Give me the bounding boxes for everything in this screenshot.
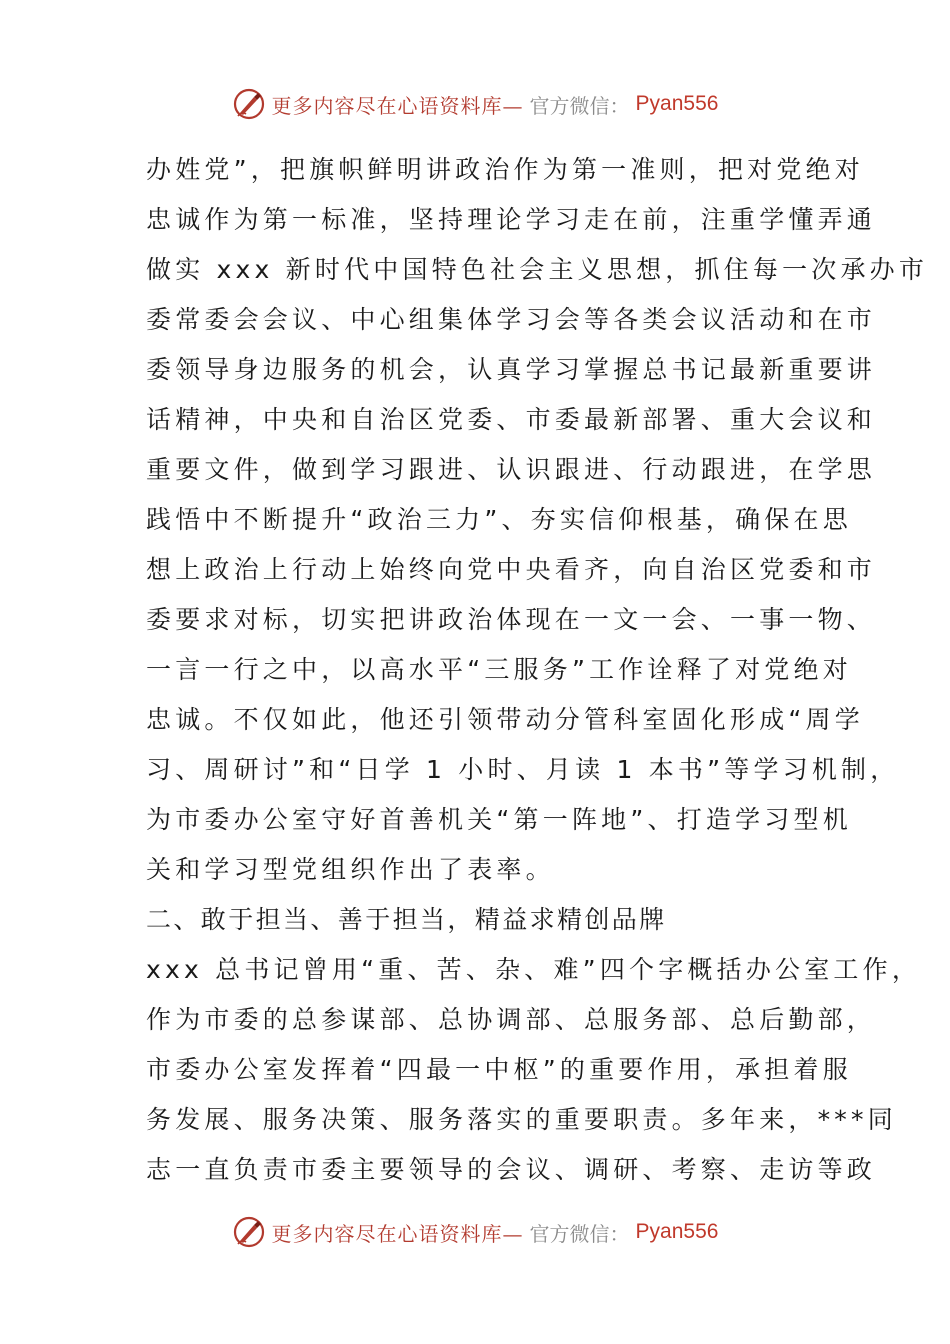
text-line: 习、周研讨”和“日学 1 小时、月读 1 本书”等学习机制， bbox=[146, 755, 900, 784]
text-line: 话精神，中央和自治区党委、市委最新部署、重大会议和 bbox=[146, 405, 877, 434]
text-line: 务发展、服务决策、服务落实的重要职责。多年来，***同 bbox=[146, 1105, 897, 1134]
text-line: 委领导身边服务的机会，认真学习掌握总书记最新重要讲 bbox=[146, 355, 877, 384]
section-heading: 二、敢于担当、善于担当，精益求精创品牌 bbox=[146, 905, 667, 934]
header-banner bbox=[0, 84, 950, 124]
text-line: 作为市委的总参谋部、总协调部、总服务部、总后勤部， bbox=[146, 1005, 877, 1034]
text-line: xxx 总书记曾用“重、苦、杂、难”四个字概括办公室工作， bbox=[146, 955, 922, 984]
text-line: 委常委会会议、中心组集体学习会等各类会议活动和在市 bbox=[146, 305, 877, 334]
footer-banner bbox=[0, 1212, 950, 1252]
text-line: 忠诚。不仅如此，他还引领带动分管科室固化形成“周学 bbox=[146, 705, 864, 734]
text-line: 志一直负责市委主要领导的会议、调研、考察、走访等政 bbox=[146, 1155, 877, 1184]
text-line: 践悟中不断提升“政治三力”、夯实信仰根基，确保在思 bbox=[146, 505, 852, 534]
banner-text: 更多内容尽在心语资料库— bbox=[271, 1221, 524, 1246]
pen-logo-icon bbox=[232, 1215, 266, 1249]
document-body bbox=[146, 145, 929, 1195]
wechat-label: 官方微信： bbox=[529, 93, 630, 118]
text-line: 忠诚作为第一标准，坚持理论学习走在前，注重学懂弄通 bbox=[146, 205, 877, 234]
text-line: 一言一行之中，以高水平“三服务”工作诠释了对党绝对 bbox=[146, 655, 852, 684]
text-line: 为市委办公室守好首善机关“第一阵地”、打造学习型机 bbox=[146, 805, 852, 834]
wechat-label: 官方微信： bbox=[529, 1221, 630, 1246]
wechat-id: Pyan556 bbox=[635, 1220, 719, 1243]
text-line: 关和学习型党组织作出了表率。 bbox=[146, 855, 555, 884]
wechat-id: Pyan556 bbox=[635, 92, 719, 115]
banner-text: 更多内容尽在心语资料库— bbox=[271, 93, 524, 118]
text-line: 市委办公室发挥着“四最一中枢”的重要作用，承担着服 bbox=[146, 1055, 852, 1084]
pen-logo-icon bbox=[232, 87, 266, 121]
text-line: 办姓党”，把旗帜鲜明讲政治作为第一准则，把对党绝对 bbox=[146, 155, 864, 184]
text-line: 重要文件，做到学习跟进、认识跟进、行动跟进，在学思 bbox=[146, 455, 877, 484]
text-line: 委要求对标，切实把讲政治体现在一文一会、一事一物、 bbox=[146, 605, 877, 634]
text-line: 做实 xxx 新时代中国特色社会主义思想，抓住每一次承办市 bbox=[146, 255, 929, 284]
text-line: 想上政治上行动上始终向党中央看齐，向自治区党委和市 bbox=[146, 555, 877, 584]
